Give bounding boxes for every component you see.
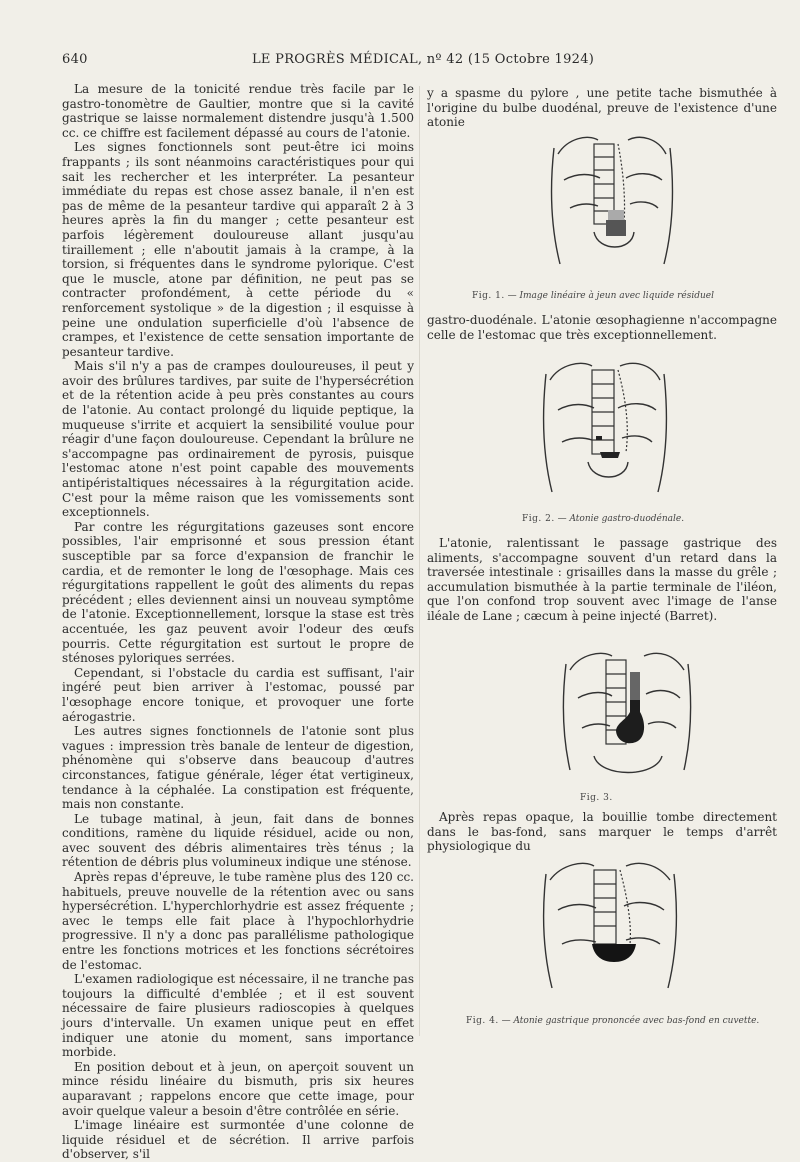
paragraph: Les signes fonctionnels sont peut-être ici moins frappants ; ils sont néanmoins caractéristiques pour qui sait les rechercher et les interpréter. La pesanteur immédiate du repas est chose assez banale, il n'en est pas de même de la pesanteur tardive qui apparaît 2 à 3 heures après la fin du manger ; cette pesanteur est parfois légèrement douloureuse allant jusqu'au tiraillement ; elle n'aboutit jamais à la crampe, à la torsion, si fréquentes dans le syndrome pylorique. C'est que le muscle, atone par définition, ne peut pas se contracter profondément, à cette période du « renforcement systolique » de la digestion ; il esquisse à peine une ondulation superficielle d'où l'absence de crampes, et l'existence de cette sensation importante de pesanteur tardive. [62,140,414,359]
right-block-3 [427,536,777,624]
paragraph: Mais s'il n'y a pas de crampes douloureuses, il peut y avoir des brûlures tardives, par suite de l'hypersécrétion et de la rétention acide à peu près constantes au cours de l'atonie. Au contact prolongé du liquide peptique, la muqueuse s'irrite et acquiert la sensibilité voulue pour réagir d'une façon douloureuse. Cependant la brûlure ne s'accompagne pas ordinairement de pyrosis, puisque l'estomac atone n'est point capable des mouvements antipéristaltiques nécessaires à la régurgitation acide. C'est pour la même raison que les vomissements sont exceptionnels. [62,359,414,520]
figure-1-label: Fig. 1. [472,291,505,301]
column-divider [419,86,420,1036]
paragraph: Par contre les régurgitations gazeuses sont encore possibles, l'air emprisonné et sous pression étant susceptible par sa force d'expansion de franchir le cardia, et de remonter le long de l'œsophage. Mais ces régurgitations rappellent le goût des aliments du repas précédent ; elles deviennent ainsi un nouveau symptôme de l'atonie. Exceptionnellement, lorsque la stase est très accentuée, les gaz peuvent avoir l'odeur des œufs pourris. Cette régurgitation est surtout le propre de sténoses pyloriques serrées. [62,519,414,666]
left-column [62,82,414,1162]
figure-2-label: Fig. 2. [522,514,555,524]
paragraph: En position debout et à jeun, on aperçoit souvent un mince résidu linéaire du bismuth, pris six heures auparavant ; rappelons encore que cette image, pour avoir quelque valeur a besoin d'être contrôlée en série. [62,1059,414,1118]
figure-1-illustration [548,124,676,276]
paragraph: gastro-duodénale. L'atonie œsophagienne n'accompagne celle de l'estomac que très exceptionnellement. [427,313,777,342]
paragraph: L'image linéaire est surmontée d'une colonne de liquide résiduel et de sécrétion. Il arrive parfois d'observer, s'il [62,1118,414,1162]
page-header [62,52,777,72]
figure-3-label: Fig. 3. [580,793,613,803]
figure-3-caption [580,793,613,803]
paragraph: y a spasme du pylore , une petite tache bismuthée à l'origine du bulbe duodénal, preuve de l'existence d'une atonie [427,86,777,130]
right-block-2 [427,313,777,342]
paragraph: Cependant, si l'obstacle du cardia est suffisant, l'air ingéré peut bien arriver à l'estomac, poussé par l'œsophage encore tonique, et provoquer une forte aérogastrie. [62,665,414,724]
paragraph: L'examen radiologique est nécessaire, il ne tranche pas toujours la difficulté d'emblée ; et il est souvent nécessaire de faire plusieurs radioscopies à quelques jours d'intervalle. Un examen unique peut en effet indiquer une atonie du moment, sans importance morbide. [62,972,414,1060]
figure-4-label: Fig. 4. [466,1016,499,1026]
paragraph: Après repas d'épreuve, le tube ramène plus des 120 cc. habituels, preuve nouvelle de la rétention avec ou sans hypersécrétion. L'hyperchlorhydrie est assez fréquente ; avec le temps elle fait place à l'hypochlorhydrie progressive. Il n'y a donc pas parallélisme pathologique entre les fonctions motrices et les fonctions sécrétoires de l'estomac. [62,870,414,972]
paragraph: L'atonie, ralentissant le passage gastrique des aliments, s'accompagne souvent d'un retard dans la traversée intestinale : grisailles dans la masse du grêle ; accumulation bismuthée à la partie terminale de l'iléon, que l'on confond trop souvent avec l'image de l'anse iléale de Lane ; cæcum à peine injecté (Barret). [427,536,777,623]
figure-3-illustration [560,642,694,782]
figure-2-caption-text: Atonie gastro-duodénale. [569,514,685,524]
figure-4-caption-text: Atonie gastrique prononcée avec bas-fond en cuvette. [513,1016,760,1026]
paragraph: Après repas opaque, la bouillie tombe directement dans le bas-fond, sans marquer le temps d'arrêt physiologique du [427,810,777,854]
figure-2-illustration [540,352,670,502]
paragraph: Le tubage matinal, à jeun, fait dans de bonnes conditions, ramène du liquide résiduel, acide ou non, avec souvent des débris alimentaires très ténus ; la rétention de débris plus volumineux indique une sténose. [62,811,414,870]
paragraph: La mesure de la tonicité rendue très facile par le gastro-tonomètre de Gaultier, montre que si la cavité gastrique se laisse normalement distendre jusqu'à 1.500 cc. ce chiffre est facilement dépassé au cours de l'atonie. [62,82,414,140]
figure-1-caption: Fig. 1. — Image linéaire à jeun avec liquide résiduel [472,291,714,301]
figure-2-caption: Fig. 2. — Atonie gastro-duodénale. [522,514,685,524]
figure-4-caption: Fig. 4. — Atonie gastrique prononcée avec bas-fond en cuvette. [466,1016,760,1026]
figure-1-caption-text: Image linéaire à jeun avec liquide résiduel [519,291,714,301]
right-block-4 [427,810,777,854]
journal-title: LE PROGRÈS MÉDICAL, nº 42 (15 Octobre 1924) [252,52,595,67]
figure-4-illustration [540,852,680,1002]
page-number: 640 [62,52,88,67]
paragraph: Les autres signes fonctionnels de l'atonie sont plus vagues : impression très banale de lenteur de digestion, phénomène qui s'observe dans beaucoup d'autres circonstances, fatigue générale, léger état vertigineux, tendance à la céphalée. La constipation est fréquente, mais non constante. [62,724,414,812]
